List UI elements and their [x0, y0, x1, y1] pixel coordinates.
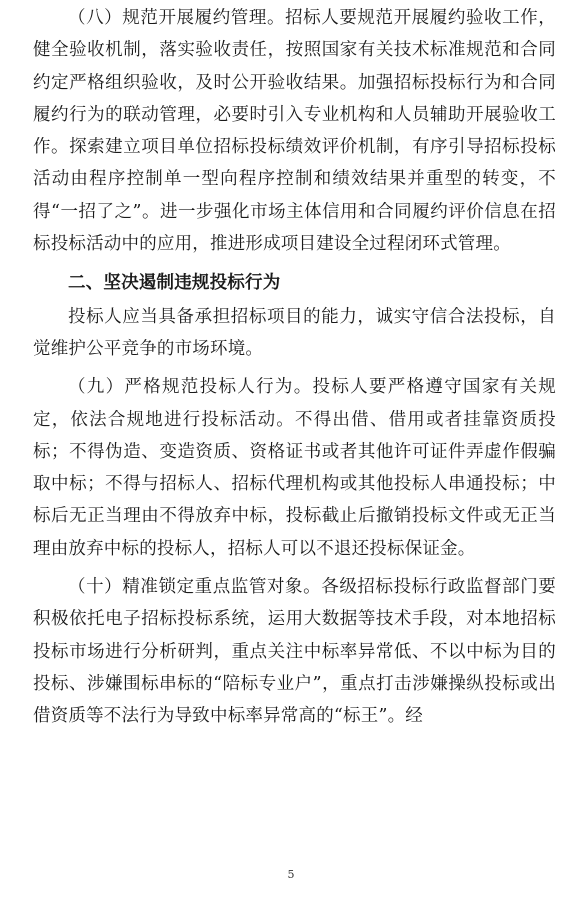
section-heading-two: 二、坚决遏制违规投标行为 — [68, 273, 281, 294]
paragraph-performance-management — [33, 2, 556, 260]
paragraph-lead-eight: （八）规范开展履约管理。 — [68, 8, 286, 28]
paragraph-bidder-intro — [33, 301, 556, 366]
page-number: 5 — [287, 868, 295, 881]
paragraph-body-ten: 各级招标投标行政监督部门要积极依托电子招标投标系统，运用大数据等技术手段，对本地招标投标市场进行分析研判，重点关注中标率异常低、不以中标为目的投标、涉嫌围标串标的“陪标专业户”，重点打击涉嫌操纵投标或出借资质等不法行为导致中标率异常高的“标王”。经 — [33, 577, 556, 727]
paragraph-body-nine: 投标人要严格遵守国家有关规定，依法合规地进行投标活动。不得出借、借用或者挂靠资质投标；不得伪造、变造资质、资格证书或者其他许可证件弄虚作假骗取中标；不得与招标人、招标代理机构或其他投标人串通投标；中标后无正当理由不得放弃中标，投标截止后撤销投标文件或无正当理由放弃中标的投标人，招标人可以不退还投标保证金。 — [33, 377, 556, 559]
paragraph-supervision-targets — [33, 571, 556, 732]
paragraph-body-eight: 招标人要规范开展履约验收工作，健全验收机制，落实验收责任，按照国家有关技术标准规范和合同约定严格组织验收，及时公开验收结果。加强招标投标行为和合同履约行为的联动管理，必要时引入专业机构和人员辅助开展验收工作。探索建立项目单位招标投标绩效评价机制，有序引导招标投标活动由程序控制单一型向程序控制和绩效结果并重型的转变，不得“一招了之”。进一步强化市场主体信用和合同履约评价信息在招标投标活动中的应用，推进形成项目建设全过程闭环式管理。 — [33, 8, 556, 255]
paragraph-body-intro: 投标人应当具备承担招标项目的能力，诚实守信合法投标，自觉维护公平竞争的市场环境。 — [33, 306, 556, 359]
paragraph-bidder-conduct — [33, 371, 556, 565]
paragraph-lead-ten: （十）精准锁定重点监管对象。 — [68, 577, 322, 598]
paragraph-lead-nine: （九）严格规范投标人行为。 — [68, 377, 313, 398]
